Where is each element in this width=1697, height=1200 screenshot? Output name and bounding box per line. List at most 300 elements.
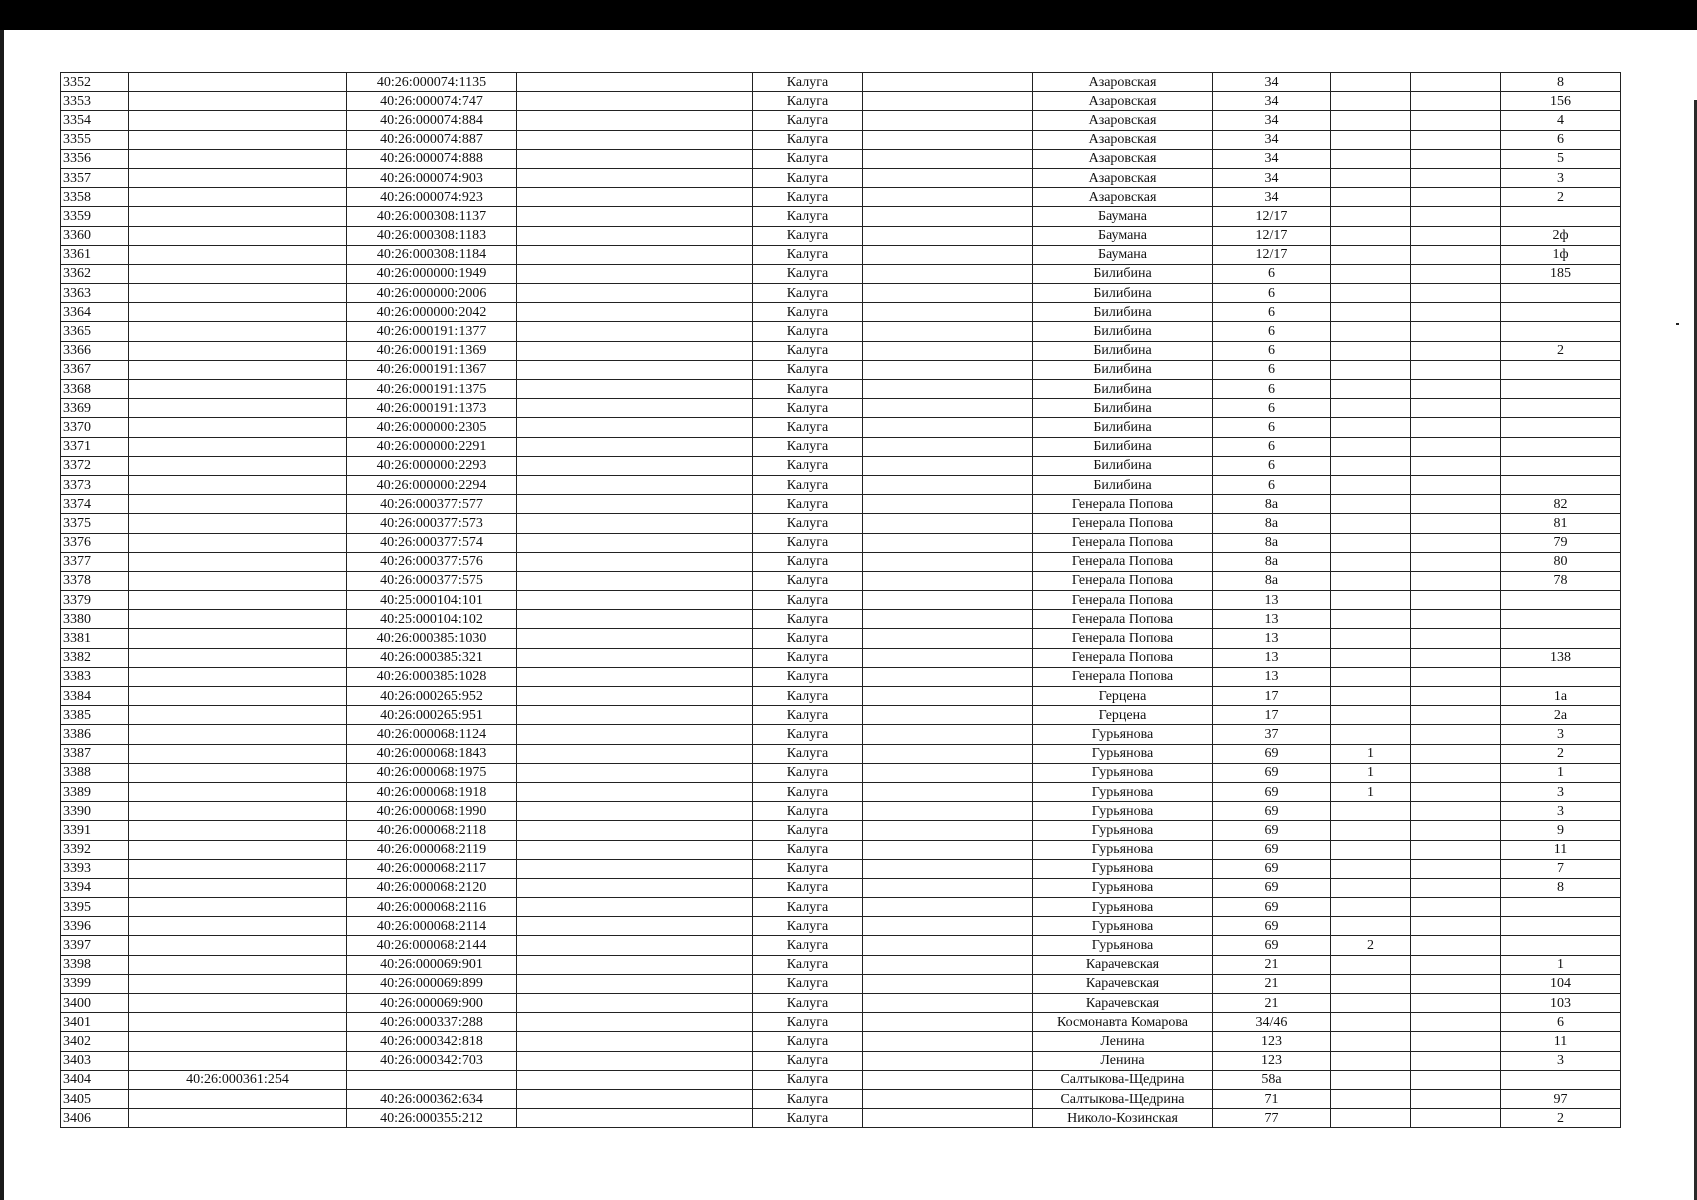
apartment-cell: 8 — [1501, 73, 1621, 92]
city-cell: Калуга — [753, 763, 863, 782]
row-number-cell: 3361 — [61, 245, 129, 264]
empty-cell — [517, 687, 753, 706]
apartment-cell: 6 — [1501, 130, 1621, 149]
cadastral-number-1-cell — [129, 667, 347, 686]
building-cell — [1331, 648, 1411, 667]
cadastral-number-1-cell — [129, 859, 347, 878]
empty-cell — [517, 1032, 753, 1051]
street-cell: Билибина — [1033, 264, 1213, 283]
empty-cell — [1411, 667, 1501, 686]
cadastral-number-1-cell — [129, 744, 347, 763]
apartment-cell: 1 — [1501, 955, 1621, 974]
building-cell — [1331, 552, 1411, 571]
building-cell — [1331, 284, 1411, 303]
table-row — [61, 610, 1621, 629]
building-cell — [1331, 226, 1411, 245]
empty-cell — [1411, 1070, 1501, 1089]
empty-cell — [517, 1070, 753, 1089]
empty-cell — [517, 475, 753, 494]
street-cell: Билибина — [1033, 399, 1213, 418]
house-cell: 69 — [1213, 898, 1331, 917]
empty-cell — [1411, 898, 1501, 917]
empty-cell — [863, 1109, 1033, 1128]
row-number-cell: 3384 — [61, 687, 129, 706]
apartment-cell: 79 — [1501, 533, 1621, 552]
empty-cell — [863, 264, 1033, 283]
cadastral-number-1-cell — [129, 1032, 347, 1051]
cadastral-number-1-cell — [129, 552, 347, 571]
apartment-cell: 5 — [1501, 149, 1621, 168]
apartment-cell: 2ф — [1501, 226, 1621, 245]
row-number-cell: 3377 — [61, 552, 129, 571]
empty-cell — [517, 763, 753, 782]
street-cell: Карачевская — [1033, 994, 1213, 1013]
empty-cell — [1411, 1109, 1501, 1128]
city-cell: Калуга — [753, 514, 863, 533]
empty-cell — [863, 495, 1033, 514]
city-cell: Калуга — [753, 878, 863, 897]
city-cell: Калуга — [753, 418, 863, 437]
empty-cell — [863, 168, 1033, 187]
house-cell: 34 — [1213, 149, 1331, 168]
empty-cell — [1411, 974, 1501, 993]
empty-cell — [863, 188, 1033, 207]
building-cell — [1331, 418, 1411, 437]
table-row — [61, 821, 1621, 840]
building-cell — [1331, 1109, 1411, 1128]
apartment-cell: 1ф — [1501, 245, 1621, 264]
house-cell: 34 — [1213, 92, 1331, 111]
row-number-cell: 3385 — [61, 706, 129, 725]
building-cell — [1331, 380, 1411, 399]
table-row — [61, 475, 1621, 494]
empty-cell — [863, 1089, 1033, 1108]
row-number-cell: 3378 — [61, 571, 129, 590]
table-row — [61, 284, 1621, 303]
house-cell: 69 — [1213, 744, 1331, 763]
table-row — [61, 188, 1621, 207]
row-number-cell: 3374 — [61, 495, 129, 514]
street-cell: Азаровская — [1033, 149, 1213, 168]
table-row — [61, 437, 1621, 456]
cadastral-number-2-cell — [347, 1070, 517, 1089]
empty-cell — [863, 994, 1033, 1013]
house-cell: 37 — [1213, 725, 1331, 744]
house-cell: 58а — [1213, 1070, 1331, 1089]
house-cell: 34 — [1213, 168, 1331, 187]
street-cell: Билибина — [1033, 456, 1213, 475]
row-number-cell: 3395 — [61, 898, 129, 917]
empty-cell — [517, 648, 753, 667]
cadastral-number-1-cell — [129, 475, 347, 494]
city-cell: Калуга — [753, 264, 863, 283]
street-cell: Баумана — [1033, 207, 1213, 226]
cadastral-number-1-cell — [129, 399, 347, 418]
row-number-cell: 3388 — [61, 763, 129, 782]
apartment-cell — [1501, 207, 1621, 226]
cadastral-number-1-cell — [129, 360, 347, 379]
street-cell: Гурьянова — [1033, 782, 1213, 801]
empty-cell — [1411, 130, 1501, 149]
row-number-cell: 3360 — [61, 226, 129, 245]
building-cell — [1331, 1070, 1411, 1089]
empty-cell — [1411, 744, 1501, 763]
cadastral-number-2-cell: 40:26:000308:1184 — [347, 245, 517, 264]
cadastral-number-2-cell: 40:25:000104:101 — [347, 591, 517, 610]
empty-cell — [1411, 226, 1501, 245]
empty-cell — [863, 533, 1033, 552]
empty-cell — [1411, 264, 1501, 283]
apartment-cell — [1501, 629, 1621, 648]
cadastral-number-2-cell: 40:26:000068:2116 — [347, 898, 517, 917]
cadastral-number-2-cell: 40:26:000308:1137 — [347, 207, 517, 226]
house-cell: 69 — [1213, 936, 1331, 955]
building-cell — [1331, 840, 1411, 859]
cadastral-number-2-cell: 40:26:000377:575 — [347, 571, 517, 590]
empty-cell — [863, 610, 1033, 629]
street-cell: Гурьянова — [1033, 744, 1213, 763]
apartment-cell: 1 — [1501, 763, 1621, 782]
empty-cell — [1411, 149, 1501, 168]
cadastral-number-2-cell: 40:26:000191:1375 — [347, 380, 517, 399]
cadastral-number-2-cell: 40:26:000074:903 — [347, 168, 517, 187]
empty-cell — [863, 898, 1033, 917]
empty-cell — [1411, 475, 1501, 494]
cadastral-number-1-cell — [129, 456, 347, 475]
apartment-cell — [1501, 456, 1621, 475]
building-cell — [1331, 955, 1411, 974]
empty-cell — [1411, 360, 1501, 379]
empty-cell — [1411, 571, 1501, 590]
table-row — [61, 782, 1621, 801]
cadastral-number-2-cell: 40:26:000191:1369 — [347, 341, 517, 360]
empty-cell — [863, 514, 1033, 533]
cadastral-number-2-cell: 40:26:000000:2291 — [347, 437, 517, 456]
empty-cell — [517, 514, 753, 533]
apartment-cell — [1501, 898, 1621, 917]
empty-cell — [863, 974, 1033, 993]
empty-cell — [517, 859, 753, 878]
empty-cell — [863, 706, 1033, 725]
house-cell: 69 — [1213, 821, 1331, 840]
empty-cell — [863, 92, 1033, 111]
cadastral-number-2-cell: 40:26:000308:1183 — [347, 226, 517, 245]
city-cell: Калуга — [753, 284, 863, 303]
scan-speck — [1676, 323, 1679, 325]
cadastral-number-1-cell — [129, 514, 347, 533]
cadastral-number-1-cell — [129, 591, 347, 610]
building-cell — [1331, 687, 1411, 706]
row-number-cell: 3396 — [61, 917, 129, 936]
city-cell: Калуга — [753, 111, 863, 130]
row-number-cell: 3354 — [61, 111, 129, 130]
city-cell: Калуга — [753, 725, 863, 744]
empty-cell — [1411, 380, 1501, 399]
empty-cell — [1411, 73, 1501, 92]
row-number-cell: 3386 — [61, 725, 129, 744]
building-cell: 1 — [1331, 763, 1411, 782]
empty-cell — [1411, 341, 1501, 360]
row-number-cell: 3364 — [61, 303, 129, 322]
building-cell — [1331, 303, 1411, 322]
cadastral-number-2-cell: 40:26:000068:2117 — [347, 859, 517, 878]
row-number-cell: 3389 — [61, 782, 129, 801]
apartment-cell: 185 — [1501, 264, 1621, 283]
cadastral-number-2-cell: 40:26:000265:952 — [347, 687, 517, 706]
empty-cell — [1411, 1089, 1501, 1108]
empty-cell — [1411, 994, 1501, 1013]
apartment-cell — [1501, 591, 1621, 610]
street-cell: Гурьянова — [1033, 898, 1213, 917]
cadastral-number-1-cell — [129, 245, 347, 264]
cadastral-number-1-cell — [129, 821, 347, 840]
city-cell: Калуга — [753, 648, 863, 667]
table-row — [61, 418, 1621, 437]
empty-cell — [517, 1013, 753, 1032]
empty-cell — [863, 456, 1033, 475]
apartment-cell: 9 — [1501, 821, 1621, 840]
empty-cell — [863, 322, 1033, 341]
cadastral-number-1-cell — [129, 994, 347, 1013]
empty-cell — [1411, 245, 1501, 264]
apartment-cell — [1501, 475, 1621, 494]
building-cell — [1331, 629, 1411, 648]
table-row — [61, 763, 1621, 782]
cadastral-number-1-cell — [129, 1109, 347, 1128]
empty-cell — [1411, 1051, 1501, 1070]
apartment-cell — [1501, 667, 1621, 686]
table-row — [61, 226, 1621, 245]
city-cell: Калуга — [753, 207, 863, 226]
empty-cell — [517, 994, 753, 1013]
empty-cell — [863, 207, 1033, 226]
city-cell: Калуга — [753, 303, 863, 322]
city-cell: Калуга — [753, 994, 863, 1013]
street-cell: Гурьянова — [1033, 840, 1213, 859]
cadastral-number-1-cell — [129, 92, 347, 111]
city-cell: Калуга — [753, 475, 863, 494]
street-cell: Гурьянова — [1033, 917, 1213, 936]
empty-cell — [517, 610, 753, 629]
building-cell — [1331, 168, 1411, 187]
apartment-cell: 2 — [1501, 341, 1621, 360]
empty-cell — [863, 226, 1033, 245]
cadastral-number-1-cell — [129, 571, 347, 590]
house-cell: 12/17 — [1213, 207, 1331, 226]
cadastral-number-1-cell — [129, 168, 347, 187]
building-cell — [1331, 341, 1411, 360]
street-cell: Гурьянова — [1033, 821, 1213, 840]
street-cell: Гурьянова — [1033, 802, 1213, 821]
cadastral-number-2-cell: 40:26:000074:888 — [347, 149, 517, 168]
row-number-cell: 3393 — [61, 859, 129, 878]
cadastral-number-2-cell: 40:26:000068:2114 — [347, 917, 517, 936]
house-cell: 6 — [1213, 264, 1331, 283]
house-cell: 6 — [1213, 322, 1331, 341]
apartment-cell — [1501, 303, 1621, 322]
empty-cell — [863, 936, 1033, 955]
empty-cell — [863, 878, 1033, 897]
cadastral-number-2-cell: 40:26:000069:900 — [347, 994, 517, 1013]
table-row — [61, 994, 1621, 1013]
street-cell: Билибина — [1033, 380, 1213, 399]
city-cell: Калуга — [753, 859, 863, 878]
house-cell: 34 — [1213, 73, 1331, 92]
empty-cell — [517, 188, 753, 207]
building-cell — [1331, 130, 1411, 149]
cadastral-number-2-cell: 40:26:000074:887 — [347, 130, 517, 149]
cadastral-number-1-cell — [129, 207, 347, 226]
table-row — [61, 245, 1621, 264]
cadastral-number-1-cell — [129, 303, 347, 322]
table-row — [61, 1051, 1621, 1070]
empty-cell — [1411, 533, 1501, 552]
building-cell — [1331, 264, 1411, 283]
empty-cell — [517, 840, 753, 859]
empty-cell — [1411, 859, 1501, 878]
street-cell: Билибина — [1033, 284, 1213, 303]
city-cell: Калуга — [753, 130, 863, 149]
building-cell — [1331, 878, 1411, 897]
empty-cell — [1411, 552, 1501, 571]
cadastral-number-2-cell: 40:26:000377:573 — [347, 514, 517, 533]
empty-cell — [517, 418, 753, 437]
street-cell: Генерала Попова — [1033, 514, 1213, 533]
apartment-cell: 2а — [1501, 706, 1621, 725]
empty-cell — [863, 667, 1033, 686]
city-cell: Калуга — [753, 955, 863, 974]
city-cell: Калуга — [753, 437, 863, 456]
cadastral-number-2-cell: 40:26:000000:2006 — [347, 284, 517, 303]
empty-cell — [863, 840, 1033, 859]
building-cell — [1331, 571, 1411, 590]
building-cell — [1331, 802, 1411, 821]
apartment-cell — [1501, 437, 1621, 456]
apartment-cell: 80 — [1501, 552, 1621, 571]
empty-cell — [1411, 303, 1501, 322]
cadastral-number-1-cell — [129, 610, 347, 629]
table-row — [61, 629, 1621, 648]
table-row — [61, 974, 1621, 993]
house-cell: 12/17 — [1213, 245, 1331, 264]
cadastral-number-1-cell — [129, 898, 347, 917]
empty-cell — [517, 725, 753, 744]
street-cell: Баумана — [1033, 226, 1213, 245]
empty-cell — [1411, 610, 1501, 629]
empty-cell — [517, 974, 753, 993]
empty-cell — [863, 955, 1033, 974]
cadastral-number-2-cell: 40:26:000074:747 — [347, 92, 517, 111]
table-row — [61, 725, 1621, 744]
house-cell: 6 — [1213, 380, 1331, 399]
apartment-cell: 4 — [1501, 111, 1621, 130]
empty-cell — [1411, 284, 1501, 303]
city-cell: Калуга — [753, 399, 863, 418]
table-row — [61, 360, 1621, 379]
building-cell — [1331, 591, 1411, 610]
city-cell: Калуга — [753, 495, 863, 514]
cadastral-number-1-cell — [129, 418, 347, 437]
empty-cell — [863, 341, 1033, 360]
row-number-cell: 3363 — [61, 284, 129, 303]
row-number-cell: 3399 — [61, 974, 129, 993]
table-row — [61, 955, 1621, 974]
cadastral-number-2-cell: 40:26:000068:1124 — [347, 725, 517, 744]
table-row — [61, 495, 1621, 514]
empty-cell — [517, 360, 753, 379]
empty-cell — [863, 552, 1033, 571]
building-cell: 1 — [1331, 744, 1411, 763]
building-cell — [1331, 149, 1411, 168]
apartment-cell: 3 — [1501, 802, 1621, 821]
row-number-cell: 3390 — [61, 802, 129, 821]
cadastral-number-2-cell: 40:26:000342:703 — [347, 1051, 517, 1070]
street-cell: Герцена — [1033, 706, 1213, 725]
table-row — [61, 111, 1621, 130]
empty-cell — [863, 725, 1033, 744]
empty-cell — [1411, 514, 1501, 533]
city-cell: Калуга — [753, 667, 863, 686]
building-cell — [1331, 322, 1411, 341]
city-cell: Калуга — [753, 149, 863, 168]
table-row — [61, 744, 1621, 763]
row-number-cell: 3380 — [61, 610, 129, 629]
empty-cell — [863, 917, 1033, 936]
building-cell — [1331, 1089, 1411, 1108]
row-number-cell: 3369 — [61, 399, 129, 418]
city-cell: Калуга — [753, 360, 863, 379]
empty-cell — [517, 1109, 753, 1128]
row-number-cell: 3359 — [61, 207, 129, 226]
city-cell: Калуга — [753, 687, 863, 706]
empty-cell — [863, 763, 1033, 782]
apartment-cell — [1501, 380, 1621, 399]
cadastral-number-2-cell: 40:26:000191:1373 — [347, 399, 517, 418]
cadastral-number-2-cell: 40:26:000191:1377 — [347, 322, 517, 341]
empty-cell — [863, 687, 1033, 706]
table-row — [61, 802, 1621, 821]
cadastral-number-1-cell — [129, 955, 347, 974]
street-cell: Гурьянова — [1033, 936, 1213, 955]
street-cell: Генерала Попова — [1033, 610, 1213, 629]
house-cell: 21 — [1213, 994, 1331, 1013]
city-cell: Калуга — [753, 898, 863, 917]
building-cell — [1331, 859, 1411, 878]
city-cell: Калуга — [753, 1089, 863, 1108]
empty-cell — [517, 533, 753, 552]
empty-cell — [517, 73, 753, 92]
table-row — [61, 1032, 1621, 1051]
apartment-cell — [1501, 1070, 1621, 1089]
empty-cell — [863, 111, 1033, 130]
apartment-cell: 3 — [1501, 1051, 1621, 1070]
building-cell: 1 — [1331, 782, 1411, 801]
building-cell — [1331, 974, 1411, 993]
cadastral-number-2-cell: 40:26:000068:2118 — [347, 821, 517, 840]
building-cell: 2 — [1331, 936, 1411, 955]
empty-cell — [863, 859, 1033, 878]
apartment-cell: 2 — [1501, 1109, 1621, 1128]
empty-cell — [1411, 687, 1501, 706]
city-cell: Калуга — [753, 591, 863, 610]
scan-left-edge — [0, 30, 4, 1200]
empty-cell — [517, 207, 753, 226]
row-number-cell: 3368 — [61, 380, 129, 399]
cadastral-number-1-cell — [129, 380, 347, 399]
empty-cell — [863, 591, 1033, 610]
empty-cell — [517, 264, 753, 283]
street-cell: Салтыкова-Щедрина — [1033, 1070, 1213, 1089]
